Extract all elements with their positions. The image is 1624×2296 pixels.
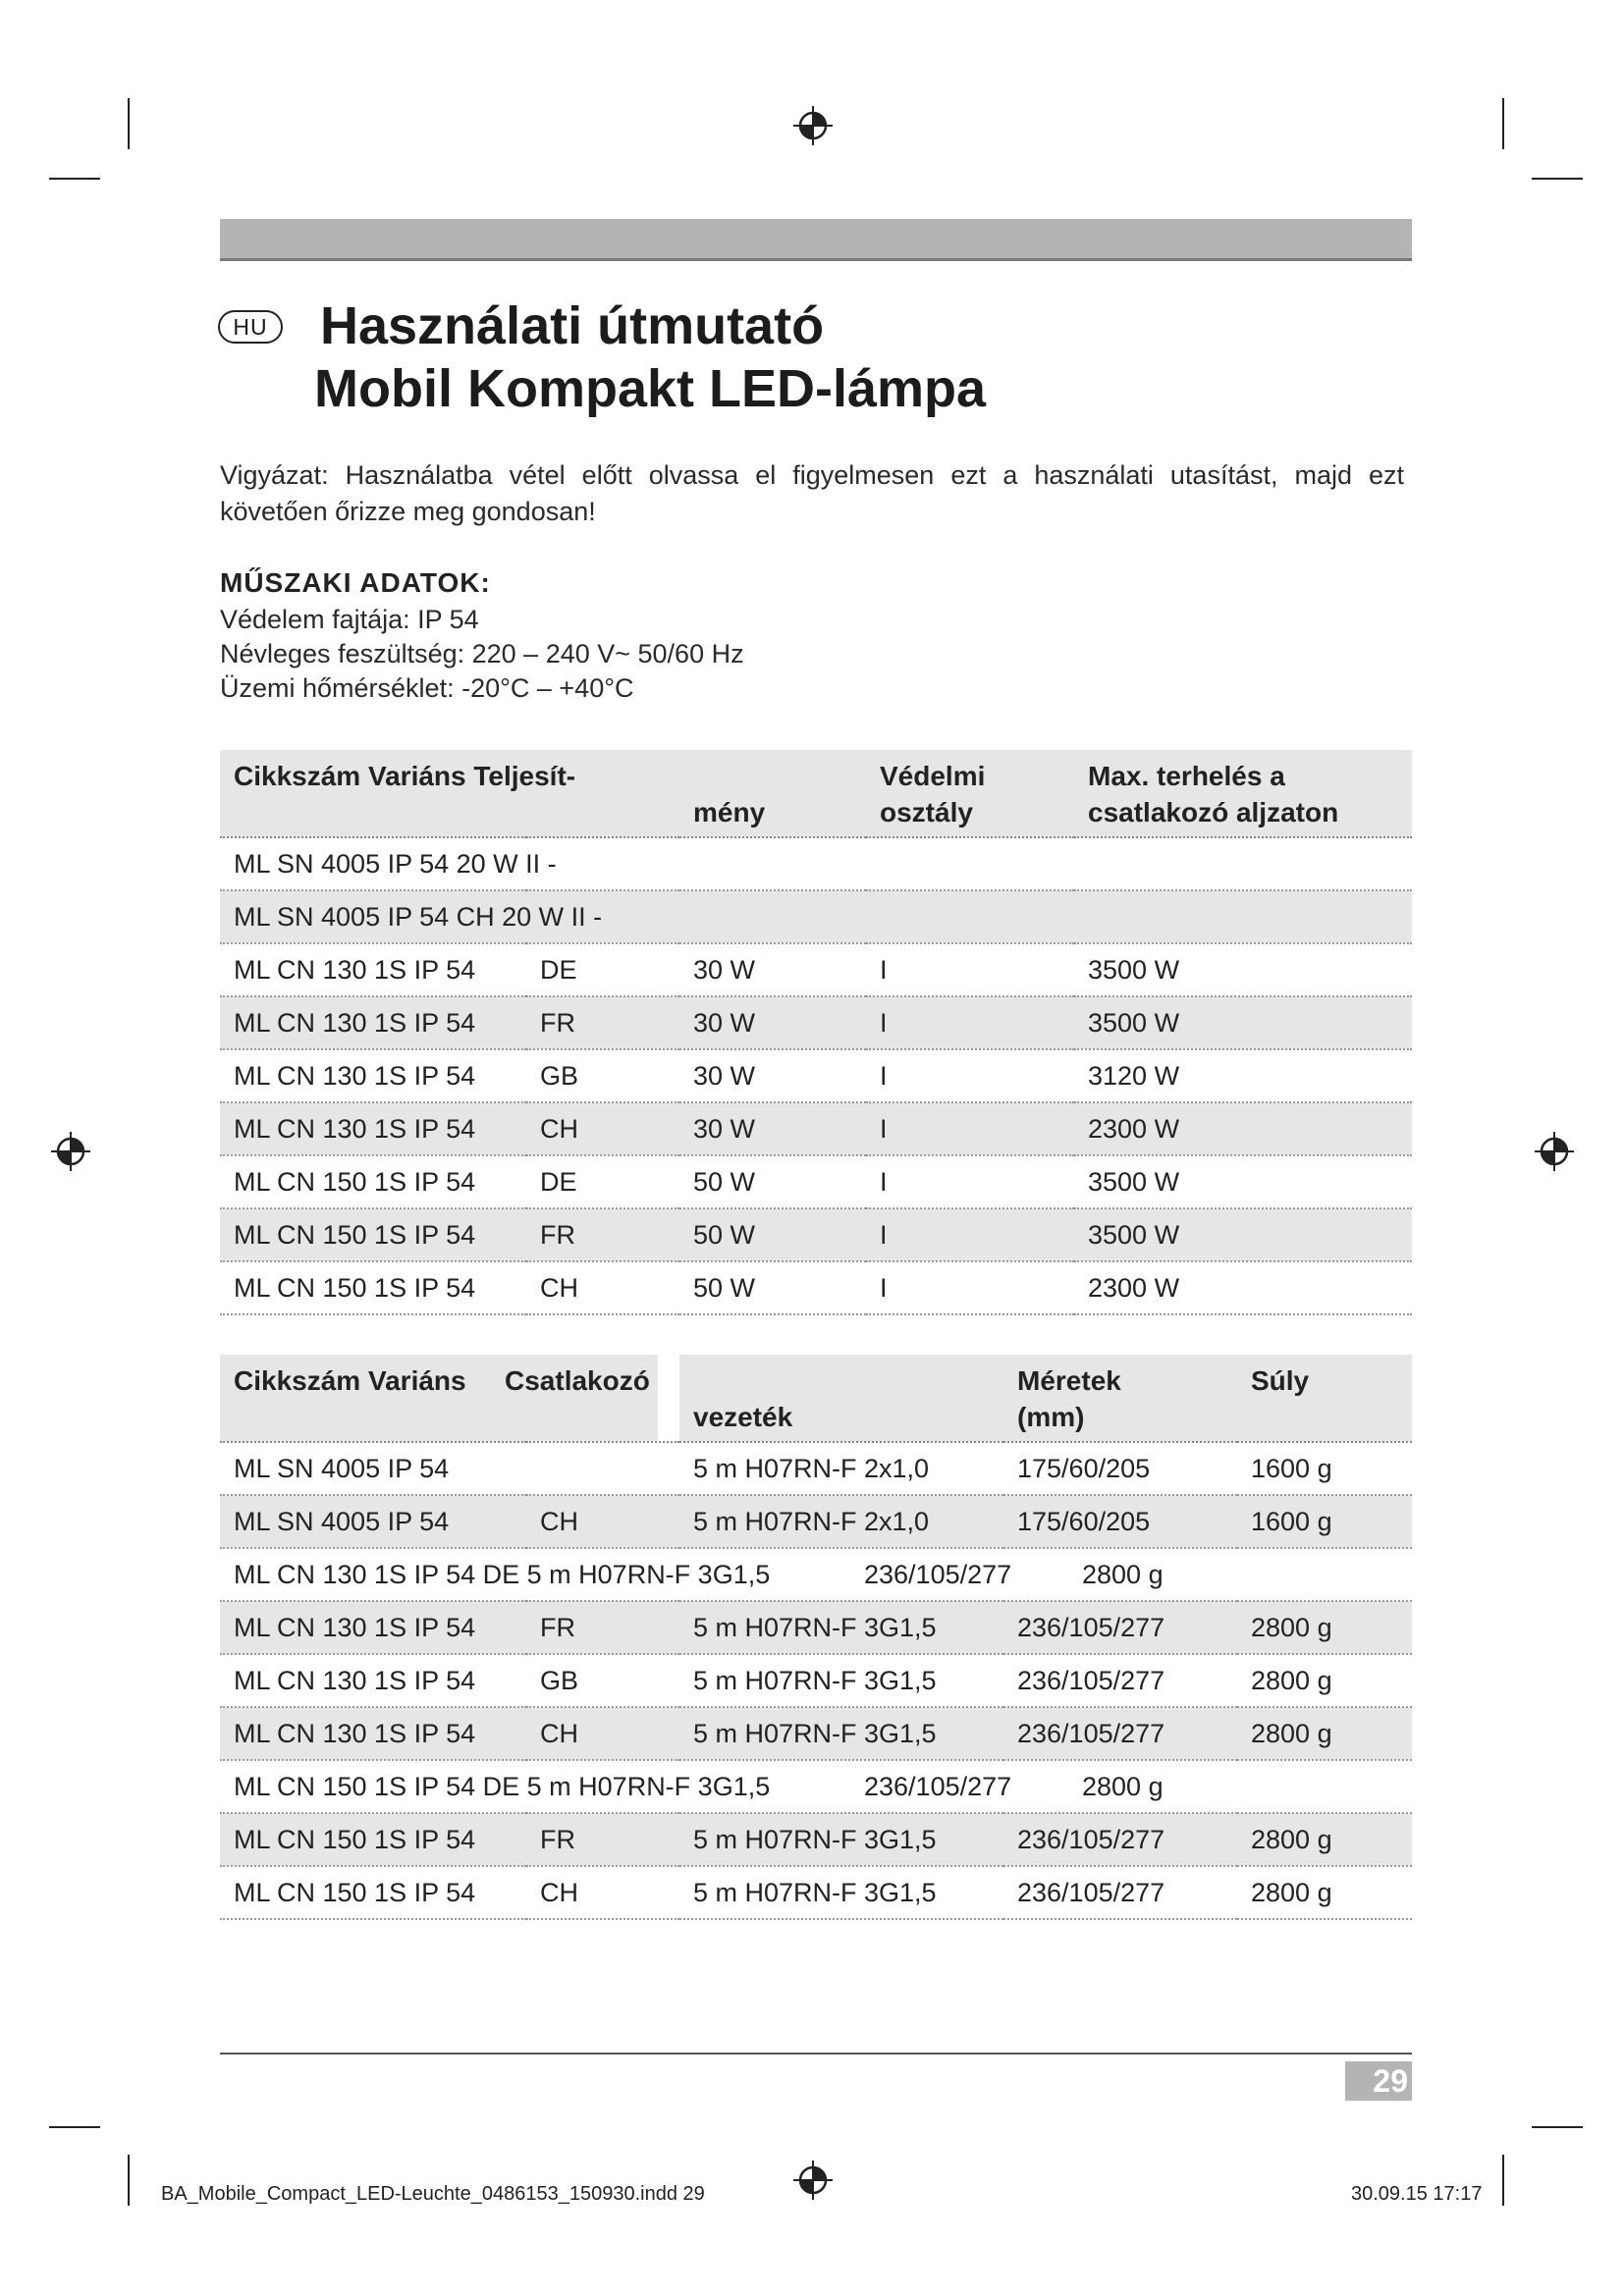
table-row <box>220 1601 1412 1654</box>
table-cell: CH <box>540 1877 578 1907</box>
table-row <box>220 890 1412 943</box>
table-cell: 236/105/277 <box>1017 1665 1165 1695</box>
table-cell: 5 m H07RN-F 3G1,5 <box>693 1824 937 1854</box>
dimensions-table <box>220 1355 1412 1920</box>
table-row <box>220 837 1412 890</box>
table-cell: 1600 g <box>1251 1506 1332 1536</box>
specs-heading: MŰSZAKI ADATOK: <box>220 567 491 598</box>
table-cell: 2300 W <box>1088 1113 1180 1144</box>
table-row <box>220 996 1412 1049</box>
table-cell: 5 m H07RN-F 2x1,0 <box>693 1453 930 1483</box>
spec-line: Védelem fajtája: IP 54 <box>220 605 479 634</box>
table-cell: 2800 g <box>1082 1559 1164 1589</box>
table-cell: 30 W <box>693 1007 756 1038</box>
header-cell: Méretek (mm) <box>1017 1365 1121 1432</box>
footer-datetime: 30.09.15 17:17 <box>1351 2183 1483 2205</box>
table-cell: ML CN 130 1S IP 54 <box>234 1612 476 1642</box>
table-cell: 3500 W <box>1088 1007 1180 1038</box>
registration-mark-icon <box>51 1132 90 1171</box>
table-cell: CH <box>540 1272 578 1303</box>
crop-mark <box>128 98 130 149</box>
table-row <box>220 1495 1412 1548</box>
table-cell: 236/105/277 <box>1017 1718 1165 1748</box>
table-cell: I <box>880 1166 888 1197</box>
table-cell: 30 W <box>693 954 756 985</box>
table-cell: 236/105/277 <box>864 1559 1012 1589</box>
language-badge: HU <box>218 310 283 344</box>
header-cell: Védelmi osztály <box>880 761 986 828</box>
table-cell: 175/60/205 <box>1017 1506 1151 1536</box>
table-cell: I <box>880 1060 888 1091</box>
registration-mark-icon <box>793 106 833 145</box>
table-cell: FR <box>540 1219 575 1250</box>
table-cell: 5 m H07RN-F 2x1,0 <box>693 1506 930 1536</box>
table-cell: DE <box>540 954 577 985</box>
table-cell: 3120 W <box>1088 1060 1180 1091</box>
table-cell: ML CN 150 1S IP 54 <box>234 1272 476 1303</box>
registration-mark-icon <box>1535 1132 1574 1171</box>
table-cell: I <box>880 1007 888 1038</box>
page-title: Használati útmutató <box>320 296 825 355</box>
table-cell: 236/105/277 <box>1017 1612 1165 1642</box>
table-cell: ML CN 130 1S IP 54 <box>234 1665 476 1695</box>
table-row <box>220 1760 1412 1813</box>
table-cell: 236/105/277 <box>1017 1877 1165 1907</box>
table-cell: 175/60/205 <box>1017 1453 1151 1483</box>
table-row <box>220 1813 1412 1866</box>
table-cell: ML CN 150 1S IP 54 <box>234 1219 476 1250</box>
table-cell: ML CN 150 1S IP 54 DE 5 m H07RN-F 3G1,5 <box>234 1771 771 1801</box>
table-cell: 3500 W <box>1088 1166 1180 1197</box>
table-cell: 50 W <box>693 1272 756 1303</box>
table-cell: FR <box>540 1824 575 1854</box>
table-cell: 2800 g <box>1251 1877 1332 1907</box>
table-cell: 30 W <box>693 1113 756 1144</box>
registration-mark-icon <box>793 2161 833 2200</box>
table-row <box>220 1049 1412 1102</box>
table-cell: FR <box>540 1007 575 1038</box>
table-row <box>220 1261 1412 1314</box>
table-cell: ML CN 150 1S IP 54 <box>234 1824 476 1854</box>
header-cell: Max. terhelés a csatlakozó aljzaton <box>1088 761 1339 828</box>
crop-mark <box>49 178 100 180</box>
table-header-row <box>220 750 1412 837</box>
table-cell: CH <box>540 1506 578 1536</box>
crop-mark <box>1532 178 1583 180</box>
warning-paragraph: Vigyázat: Használatba vétel előtt olvassa el figyelmesen ezt a használati utasítást, majd ezt követően őrizze meg gondosan! <box>220 460 1404 526</box>
header-cell: Cikkszám Variáns <box>234 1365 466 1396</box>
header-cell: Súly <box>1251 1365 1310 1396</box>
table-cell: 2800 g <box>1082 1771 1164 1801</box>
table-cell: 5 m H07RN-F 3G1,5 <box>693 1665 937 1695</box>
spec-line: Névleges feszültség: 220 – 240 V~ 50/60 Hz <box>220 639 744 668</box>
page-number: 29 <box>1345 2061 1412 2101</box>
page-subtitle: Mobil Kompakt LED-lámpa <box>314 359 987 418</box>
table-cell: I <box>880 954 888 985</box>
table-cell: ML CN 130 1S IP 54 <box>234 1718 476 1748</box>
table-cell: ML SN 4005 IP 54 <box>234 1506 450 1536</box>
header-cell: Cikkszám Variáns Teljesít- <box>234 761 576 791</box>
table-cell: 2800 g <box>1251 1612 1332 1642</box>
table-cell: 5 m H07RN-F 3G1,5 <box>693 1877 937 1907</box>
table-row <box>220 1442 1412 1495</box>
table-cell: I <box>880 1219 888 1250</box>
crop-mark <box>1502 98 1504 149</box>
table-row <box>220 1102 1412 1155</box>
table-cell: 30 W <box>693 1060 756 1091</box>
table-cell: 2800 g <box>1251 1718 1332 1748</box>
table-row <box>220 1654 1412 1707</box>
table-cell: 236/105/277 <box>864 1771 1012 1801</box>
table-cell: CH <box>540 1113 578 1144</box>
header-cell: mény <box>693 797 766 828</box>
table-cell: ML SN 4005 IP 54 20 W II - <box>234 848 557 879</box>
crop-mark <box>1502 2155 1504 2206</box>
table-cell: 236/105/277 <box>1017 1824 1165 1854</box>
footer-file: BA_Mobile_Compact_LED-Leuchte_0486153_150930.indd 29 <box>161 2183 705 2205</box>
footer-rule <box>220 2053 1412 2055</box>
table-row <box>220 1866 1412 1919</box>
table-cell: I <box>880 1272 888 1303</box>
table-row <box>220 1707 1412 1760</box>
table-cell: ML SN 4005 IP 54 CH 20 W II - <box>234 901 603 932</box>
table-header-row <box>220 1355 1412 1442</box>
table-cell: DE <box>540 1166 577 1197</box>
table-cell: ML CN 130 1S IP 54 DE 5 m H07RN-F 3G1,5 <box>234 1559 771 1589</box>
table-cell: ML CN 130 1S IP 54 <box>234 954 476 985</box>
table-cell: ML CN 150 1S IP 54 <box>234 1877 476 1907</box>
table-cell: I <box>880 1113 888 1144</box>
table-row <box>220 1548 1412 1601</box>
spec-line: Üzemi hőmérséklet: -20°C – +40°C <box>220 673 634 703</box>
table-cell: GB <box>540 1665 579 1695</box>
table-cell: 5 m H07RN-F 3G1,5 <box>693 1612 937 1642</box>
crop-mark <box>1532 2126 1583 2128</box>
table-cell: 2800 g <box>1251 1824 1332 1854</box>
table-cell: FR <box>540 1612 575 1642</box>
table-cell: 2800 g <box>1251 1665 1332 1695</box>
header-cell: Csatlakozó <box>505 1365 650 1396</box>
crop-mark <box>49 2126 100 2128</box>
table-cell: ML CN 130 1S IP 54 <box>234 1007 476 1038</box>
table-cell: 3500 W <box>1088 1219 1180 1250</box>
table-row <box>220 943 1412 996</box>
table-cell: CH <box>540 1718 578 1748</box>
header-bar <box>220 219 1412 261</box>
table-cell: ML SN 4005 IP 54 <box>234 1453 450 1483</box>
table-cell: ML CN 150 1S IP 54 <box>234 1166 476 1197</box>
table-cell: 1600 g <box>1251 1453 1332 1483</box>
power-table <box>220 750 1412 1315</box>
crop-mark <box>128 2155 130 2206</box>
table-cell: 3500 W <box>1088 954 1180 985</box>
header-cell: vezeték <box>693 1402 793 1432</box>
table-row <box>220 1155 1412 1208</box>
table-cell: 5 m H07RN-F 3G1,5 <box>693 1718 937 1748</box>
table-cell: 2300 W <box>1088 1272 1180 1303</box>
table-cell: ML CN 130 1S IP 54 <box>234 1113 476 1144</box>
table-cell <box>526 1442 679 1495</box>
table-cell: ML CN 130 1S IP 54 <box>234 1060 476 1091</box>
table-row <box>220 1208 1412 1261</box>
table-cell: 50 W <box>693 1219 756 1250</box>
table-cell: GB <box>540 1060 579 1091</box>
table-cell: 50 W <box>693 1166 756 1197</box>
